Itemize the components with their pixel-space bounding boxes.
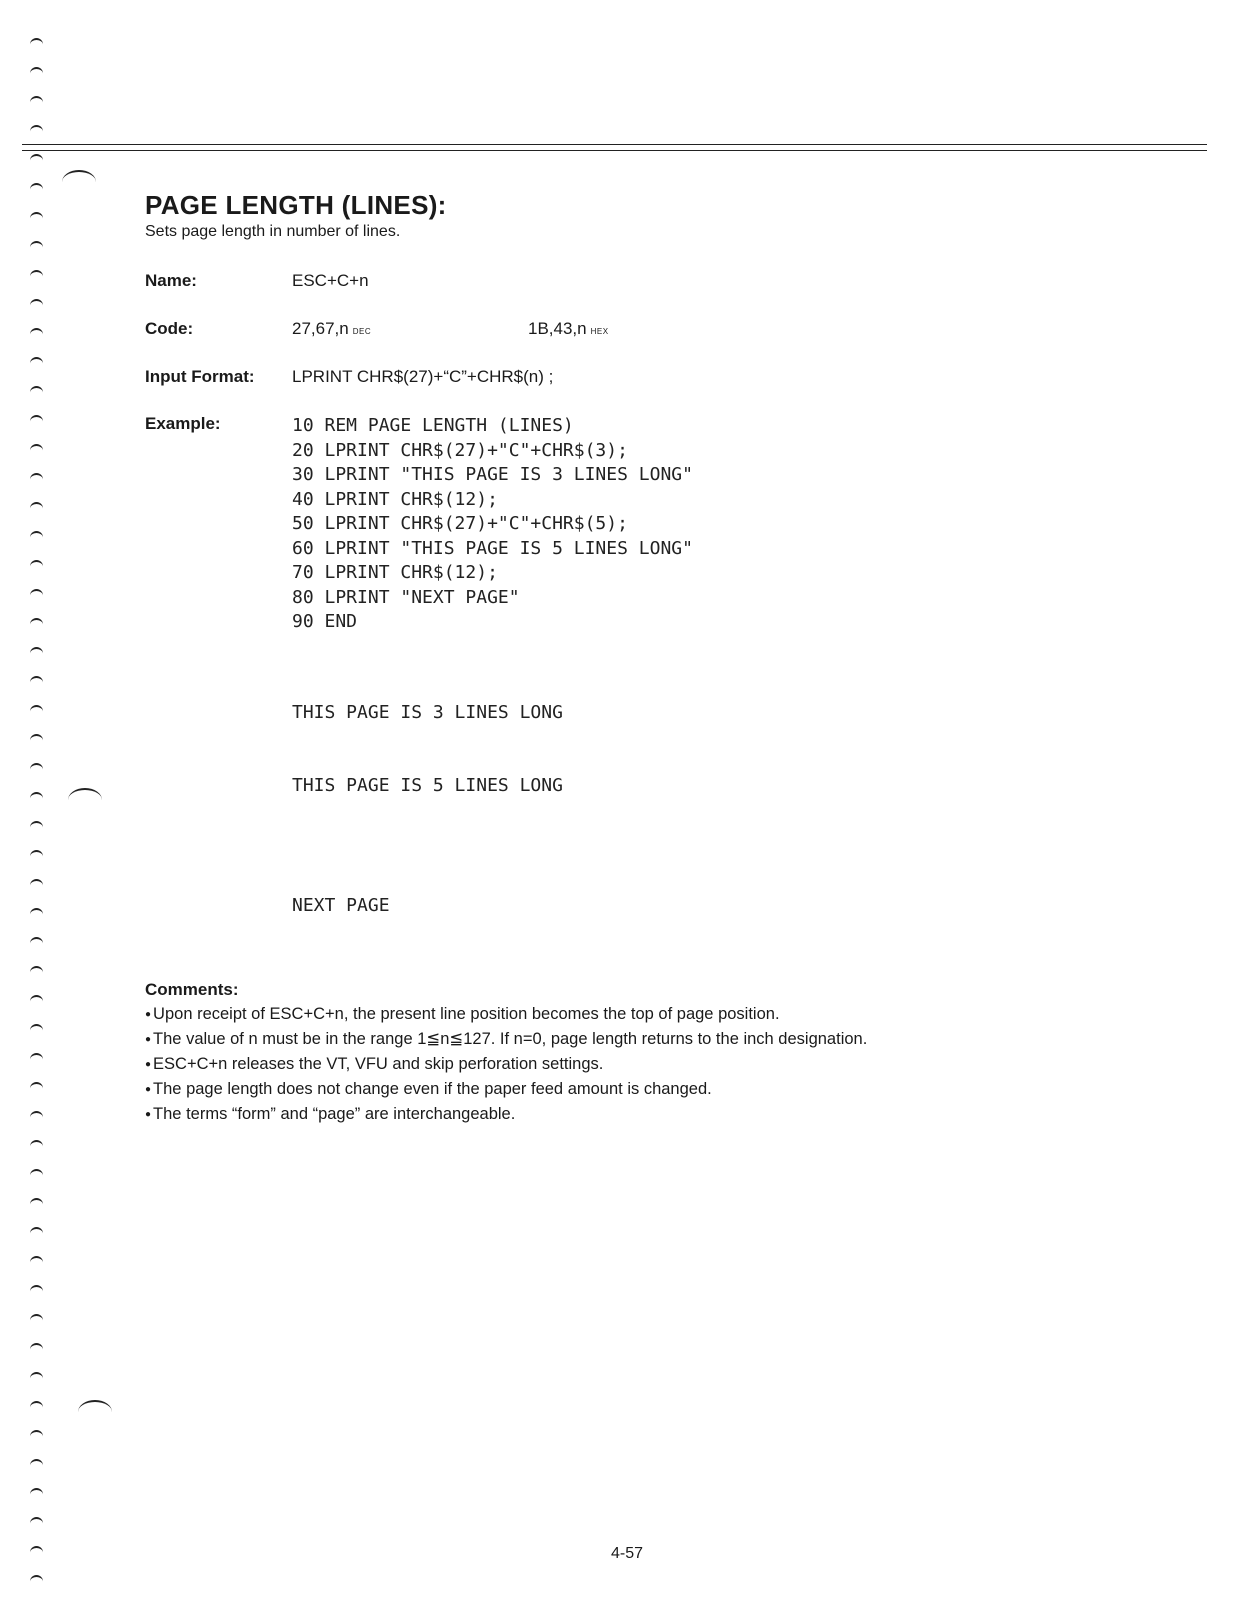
binding-hole [30,995,43,1006]
page-title: PAGE LENGTH (LINES): [145,190,447,220]
header-rule [22,144,1207,145]
input-format-value: LPRINT CHR$(27)+“C”+CHR$(n) ; [292,367,554,386]
binding-hole [30,96,43,107]
binding-hole [30,792,43,803]
binding-hole [30,1198,43,1209]
comments-list [145,1002,1205,1127]
output-line: THIS PAGE IS 3 LINES LONG [292,702,563,723]
binding-hole [30,473,43,484]
binding-hole [30,1285,43,1296]
binding-hole [30,415,43,426]
example-label: Example: [145,414,221,433]
comment-item: ● The terms “form” and “page” are interchangeable. [145,1102,1205,1127]
binding-hole [30,183,43,194]
binding-hole [30,589,43,600]
code-hex-value: 1B,43,n [528,319,587,338]
comments-section [145,980,1205,1127]
binding-hole [30,879,43,890]
binding-hole [30,937,43,948]
comment-item: ● Upon receipt of ESC+C+n, the present line position becomes the top of page position. [145,1002,1205,1027]
binding-hole [30,1517,43,1528]
code-hex [528,319,609,339]
binding-hole [30,444,43,455]
binding-hole [30,357,43,368]
binding-hole [30,676,43,687]
binding-hole [30,1459,43,1470]
comment-item: ● The page length does not change even if the paper feed amount is changed. [145,1077,1205,1102]
binding-hole [30,1053,43,1064]
code-dec [292,319,371,339]
binding-hole [30,328,43,339]
binding-hole [30,1256,43,1267]
binding-hole [30,560,43,571]
binding-hole [30,1227,43,1238]
code-line: 90 END [292,611,358,632]
binding-hole [30,1140,43,1151]
binding-hole [30,1169,43,1180]
binding-hole [30,502,43,513]
code-line: 40 LPRINT CHR$(12); [292,488,498,510]
binding-hole [30,1372,43,1383]
code-line: 10 REM PAGE LENGTH (LINES) [292,415,574,436]
code-line: 20 LPRINT CHR$(27)+"C"+CHR$(3); [292,439,628,461]
binding-hole [30,1082,43,1093]
binding-mark [78,1400,112,1424]
binding-hole [30,1314,43,1325]
binding-mark [68,788,102,812]
binding-hole [30,618,43,629]
binding-hole [30,270,43,281]
code-line: 60 LPRINT "THIS PAGE IS 5 LINES LONG" [292,537,693,559]
binding-hole [30,125,43,136]
example-code [292,414,693,635]
binding-hole [30,1430,43,1441]
comment-item: ● The value of n must be in the range 1≦n≦127. If n=0, page length returns to the inch designation. [145,1027,1205,1052]
binding-hole [30,1111,43,1122]
binding-mark [62,170,96,194]
binding-hole [30,212,43,223]
name-value: ESC+C+n [292,271,369,290]
binding-hole [30,908,43,919]
binding-hole [30,647,43,658]
binding-hole [30,1024,43,1035]
binding-hole [30,299,43,310]
code-dec-value: 27,67,n [292,319,349,338]
code-dec-suffix: DEC [352,327,372,336]
input-format-label: Input Format: [145,367,255,386]
comment-item: ● ESC+C+n releases the VT, VFU and skip perforation settings. [145,1052,1205,1077]
binding-hole [30,850,43,861]
header-rule-secondary [22,150,1207,151]
binding-hole [30,386,43,397]
code-line: 80 LPRINT "NEXT PAGE" [292,586,520,608]
code-hex-suffix: HEX [590,327,609,336]
code-label: Code: [145,319,194,338]
binding-hole [30,531,43,542]
binding-holes [30,0,60,1600]
binding-hole [30,1343,43,1354]
binding-hole [30,1488,43,1499]
binding-hole [30,763,43,774]
code-line: 70 LPRINT CHR$(12); [292,562,498,583]
page-number: 4-57 [610,1545,644,1562]
section-header [145,190,1205,241]
binding-hole [30,1401,43,1412]
code-line: 50 LPRINT CHR$(27)+"C"+CHR$(5); [292,513,628,534]
binding-hole [30,38,43,49]
binding-hole [30,705,43,716]
comments-title: Comments: [145,980,239,999]
name-label: Name: [145,271,197,290]
binding-hole [30,154,43,165]
output-line: THIS PAGE IS 5 LINES LONG [292,775,563,796]
binding-hole [30,734,43,745]
binding-hole [30,821,43,832]
code-line: 30 LPRINT "THIS PAGE IS 3 LINES LONG" [292,464,693,485]
binding-hole [30,1575,43,1586]
binding-hole [30,67,43,78]
binding-hole [30,966,43,977]
binding-hole [30,241,43,252]
output-line: NEXT PAGE [292,895,390,916]
page-subtitle: Sets page length in number of lines. [145,223,401,240]
